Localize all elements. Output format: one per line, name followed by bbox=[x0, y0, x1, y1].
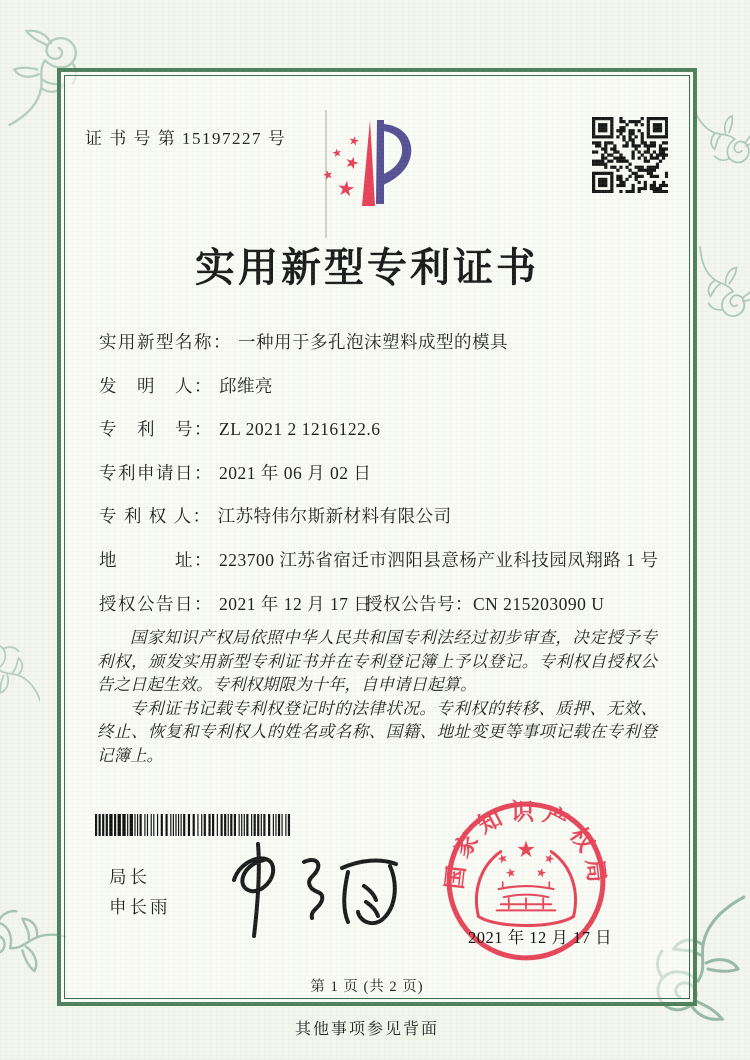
field-value: CN 215203090 U bbox=[473, 594, 605, 614]
certificate-number: 证 书 号 第 15197227 号 bbox=[85, 129, 287, 148]
director-title: 局长 bbox=[109, 867, 150, 887]
edge-flourish-icon bbox=[0, 625, 40, 717]
field-filing-date bbox=[99, 460, 371, 485]
cnipa-logo-icon bbox=[318, 106, 422, 244]
field-value: 江苏特伟尔斯新材料有限公司 bbox=[217, 506, 452, 526]
field-grant-number bbox=[365, 591, 604, 616]
field-grant-date bbox=[99, 591, 371, 616]
field-label: 地 址： bbox=[99, 550, 213, 570]
seal-date: 2021 年 12 月 17 日 bbox=[468, 928, 613, 947]
back-side-note: 其他事项参见背面 bbox=[294, 1021, 439, 1038]
barcode-icon bbox=[95, 814, 293, 836]
certificate-title: 实用新型专利证书 bbox=[195, 244, 539, 291]
field-value: ZL 2021 2 1216122.6 bbox=[219, 419, 381, 439]
field-label: 授权公告日： bbox=[99, 594, 213, 614]
field-patentee bbox=[99, 503, 452, 528]
field-patent-number bbox=[99, 416, 380, 441]
field-value: 一种用于多孔泡沫塑料成型的模具 bbox=[238, 332, 508, 352]
field-utility-model-name bbox=[99, 329, 508, 354]
field-value: 223700 江苏省宿迁市泗阳县意杨产业科技园凤翔路 1 号 bbox=[219, 550, 659, 570]
director-name: 申长雨 bbox=[109, 897, 171, 917]
director-signature-icon bbox=[220, 838, 415, 940]
page-indicator: 第 1 页 (共 2 页) bbox=[310, 979, 424, 995]
field-address bbox=[99, 547, 658, 572]
seal-ring-text: 国家知识产权局 bbox=[442, 799, 610, 891]
field-label: 授权公告号： bbox=[365, 594, 473, 614]
field-label: 发 明 人： bbox=[99, 376, 213, 396]
field-inventor bbox=[99, 373, 273, 398]
legal-paragraph-2: 专利证书记载专利权登记时的法律状况。专利权的转移、质押、无效、终止、恢复和专利权人的姓名或名称、国籍、地址变更等事项记载在专利登记簿上。 bbox=[97, 698, 657, 765]
field-label: 实用新型名称： bbox=[99, 332, 232, 352]
legal-paragraph-1: 国家知识产权局依照中华人民共和国专利法经过初步审查，决定授予专利权，颁发实用新型专利证书并在专利登记簿上予以登记。专利权自授权公告之日起生效。专利权期限为十年，自申请日起算。 bbox=[97, 628, 657, 694]
field-value: 2021 年 06 月 02 日 bbox=[219, 463, 372, 483]
field-label: 专利申请日： bbox=[99, 463, 213, 483]
field-label: 专 利 权 人： bbox=[99, 506, 212, 526]
qr-code-icon bbox=[592, 117, 668, 193]
edge-flourish-icon bbox=[694, 92, 750, 182]
field-value: 2021 年 12 月 17 日 bbox=[219, 594, 372, 614]
edge-flourish-icon bbox=[692, 240, 750, 332]
legal-text bbox=[97, 626, 657, 767]
field-label: 专 利 号： bbox=[99, 419, 213, 439]
field-value: 邱维亮 bbox=[219, 376, 273, 396]
